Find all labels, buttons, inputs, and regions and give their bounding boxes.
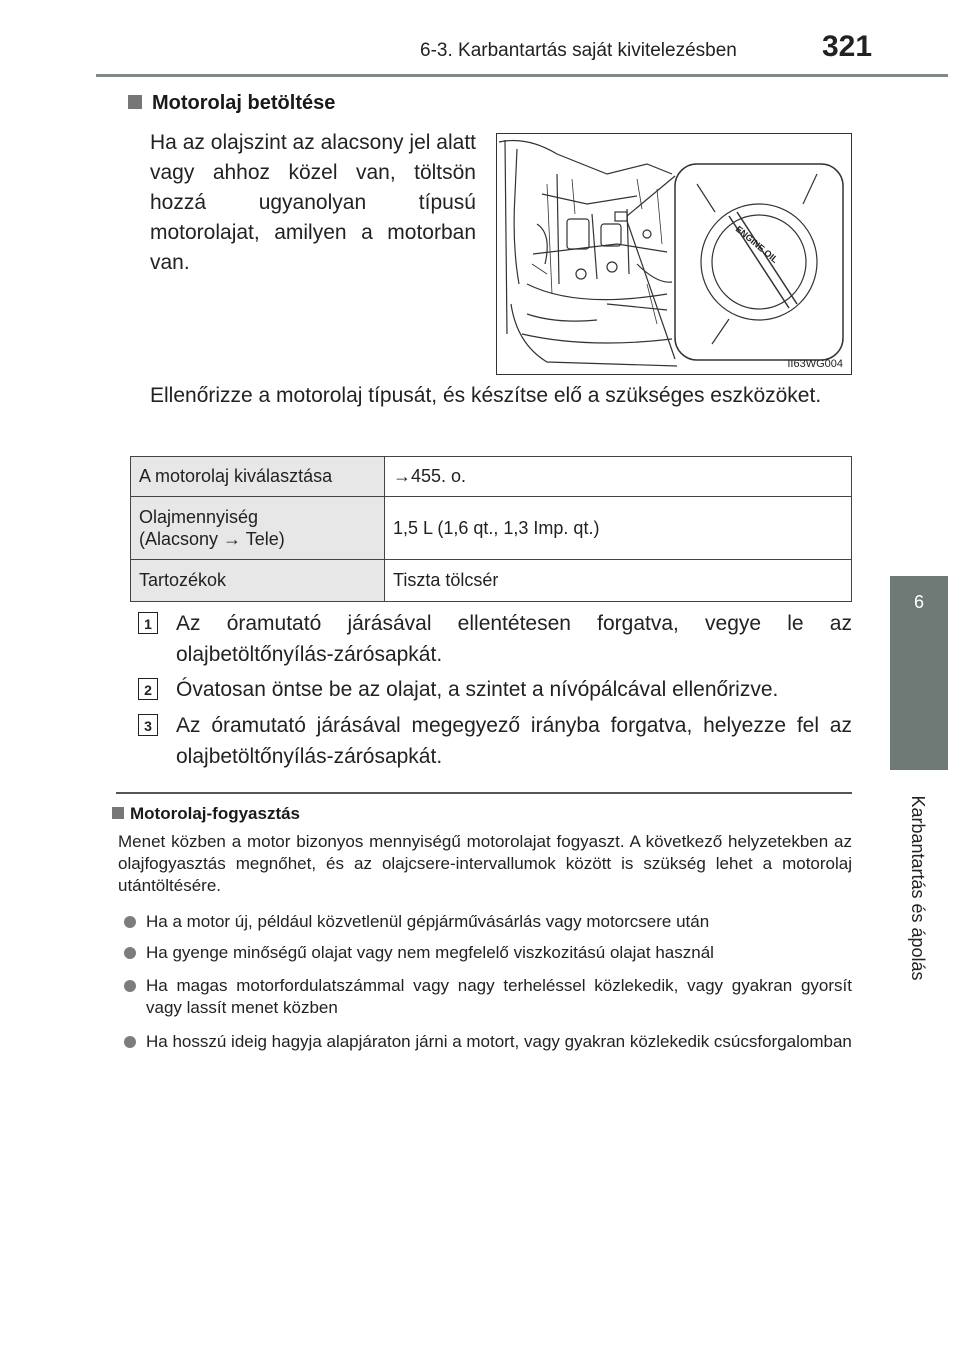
- consumption-heading-text: Motorolaj-fogyasztás: [130, 804, 301, 823]
- step-number-box: 3: [138, 714, 158, 736]
- oil-info-table: [130, 456, 852, 602]
- header-section-title: 6-3. Karbantartás saját kivitelezésben: [420, 40, 737, 61]
- chapter-number: 6: [913, 592, 924, 612]
- step-1: [138, 608, 852, 670]
- figure-code: II63WG004: [787, 358, 843, 370]
- list-item: [118, 1031, 852, 1053]
- section-heading: [128, 92, 335, 115]
- list-item-text: Ha gyenge minőségű olajat vagy nem megfelelő viszkozitású olajat használ: [146, 943, 714, 962]
- header-rule: [96, 74, 948, 77]
- step-text: Az óramutató járásával megegyező irányba forgatva, helyezze fel az olajbetöltőnyílás-zárósapkát.: [176, 714, 852, 768]
- consumption-body: Menet közben a motor bizonyos mennyiségű motorolajat fogyaszt. A következő helyzetekben az olajfogyasztás megnőhet, és az olajcsere-intervallumok között is szükség lehet a motorolaj utántöltésére.: [118, 832, 852, 895]
- step-3: [138, 710, 852, 772]
- step-text: Óvatosan öntse be az olajat, a szintet a nívópálcával ellenőrizve.: [176, 678, 779, 701]
- page-number: 321: [822, 30, 873, 63]
- intro-paragraph: Ha az olajszint az alacsony jel alatt vagy ahhoz közel van, töltsön hozzá ugyanolyan típusú motorolajat, amilyen a motorban van.: [150, 131, 476, 274]
- consumption-heading: [112, 804, 300, 824]
- round-bullet-icon: [124, 916, 136, 928]
- table-label-cell: Tartozékok: [131, 560, 385, 602]
- check-paragraph: Ellenőrizze a motorolaj típusát, és készítse elő a szükséges eszközöket.: [150, 384, 822, 407]
- step-text: Az óramutató járásával ellentétesen forgatva, vegye le az olajbetöltőnyílás-zárósapkát.: [176, 612, 852, 666]
- section-divider: [116, 792, 852, 794]
- table-row: [131, 497, 852, 560]
- list-item: [118, 975, 852, 1019]
- engine-oil-cap-label: ENGINE OIL: [733, 223, 780, 265]
- round-bullet-icon: [124, 980, 136, 992]
- square-bullet-icon: [112, 807, 124, 819]
- table-value-cell: Tiszta tölcsér: [385, 560, 852, 602]
- table-row: [131, 457, 852, 497]
- list-item-text: Ha hosszú ideig hagyja alapjáraton járni a motort, vagy gyakran közlekedik csúcsforgalomban: [146, 1032, 852, 1051]
- step-number-box: 1: [138, 612, 158, 634]
- table-value-cell: 1,5 L (1,6 qt., 1,3 Imp. qt.): [385, 497, 852, 560]
- chapter-title: Karbantartás és ápolás: [908, 795, 928, 981]
- round-bullet-icon: [124, 947, 136, 959]
- round-bullet-icon: [124, 1036, 136, 1048]
- engine-oil-cap-illustration: [496, 133, 852, 375]
- list-item: [118, 942, 852, 964]
- square-bullet-icon: [128, 95, 142, 109]
- table-label-cell: Olajmennyiség (Alacsony → Tele): [131, 497, 385, 560]
- section-heading-text: Motorolaj betöltése: [152, 92, 336, 114]
- list-item: [118, 911, 852, 933]
- table-label-cell: A motorolaj kiválasztása: [131, 457, 385, 497]
- table-value-cell: →455. o.: [385, 457, 852, 497]
- list-item-text: Ha magas motorfordulatszámmal vagy nagy terheléssel közlekedik, vagy gyakran gyorsít vagy lassít menet közben: [146, 976, 852, 1017]
- table-row: [131, 560, 852, 602]
- step-number-box: 2: [138, 678, 158, 700]
- step-2: [138, 674, 852, 705]
- engine-bay-drawing: [497, 134, 851, 374]
- list-item-text: Ha a motor új, például közvetlenül gépjárművásárlás vagy motorcsere után: [146, 912, 710, 931]
